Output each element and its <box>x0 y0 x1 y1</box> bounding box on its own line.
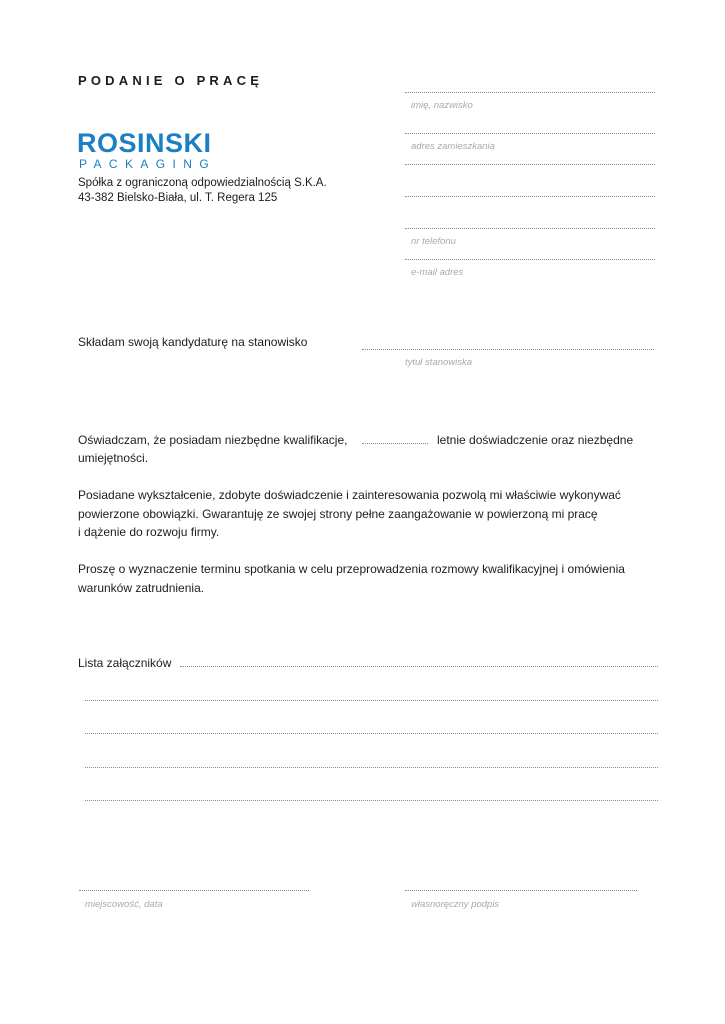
address-field-line-3[interactable] <box>405 196 655 197</box>
attachment-line-3[interactable] <box>85 733 658 734</box>
position-field-hint: tytuł stanowiska <box>405 357 473 368</box>
page-title: PODANIE O PRACĘ <box>78 73 264 88</box>
phone-field-line[interactable] <box>405 228 655 229</box>
name-field-hint: imię, nazwisko <box>411 100 473 111</box>
qualifications-text-end: letnie doświadczenie oraz niezbędne <box>437 433 634 447</box>
qualifications-text-start: Oświadczam, że posiadam niezbędne kwalifikacje, <box>78 433 348 447</box>
paragraph-line: Proszę o wyznaczenie terminu spotkania w celu przeprowadzenia rozmowy kwalifikacyjnej i omówienia <box>78 562 625 576</box>
company-street-address: 43-382 Bielsko-Biała, ul. T. Regera 125 <box>78 192 278 204</box>
attachment-line-4[interactable] <box>85 767 658 768</box>
company-logo-text: ROSINSKI <box>77 128 212 158</box>
attachment-line-1[interactable] <box>180 666 658 667</box>
name-field-line[interactable] <box>405 92 655 93</box>
paragraph-line: powierzone obowiązki. Gwarantuję ze swojej strony pełne zaangażowanie w powierzoną mi pracę <box>78 506 598 521</box>
attachment-line-5[interactable] <box>85 800 658 801</box>
place-date-hint: miejscowość, data <box>85 899 163 910</box>
position-statement: Składam swoją kandydaturę na stanowisko <box>78 335 308 349</box>
address-field-hint: adres zamieszkania <box>411 141 495 152</box>
qualifications-text-line2: umiejętności. <box>78 451 149 465</box>
company-logo-subtext: PACKAGING <box>79 157 217 171</box>
paragraph-line: warunków zatrudnienia. <box>78 580 205 595</box>
email-field-hint: e-mail adres <box>411 267 464 278</box>
signature-field-line[interactable] <box>405 890 637 891</box>
position-field-line[interactable] <box>362 349 654 350</box>
experience-years-field[interactable] <box>362 443 428 444</box>
address-field-line-1[interactable] <box>405 133 655 134</box>
education-paragraph <box>78 486 621 542</box>
email-field-line[interactable] <box>405 259 655 260</box>
place-date-field-line[interactable] <box>79 890 309 891</box>
paragraph-line: Posiadane wykształcenie, zdobyte doświadczenie i zainteresowania pozwolą mi właściwie wykonywać <box>78 488 621 502</box>
signature-hint: własnoręczny podpis <box>411 899 500 910</box>
company-address <box>78 176 327 206</box>
attachments-label: Lista załączników <box>78 656 172 670</box>
phone-field-hint: nr telefonu <box>411 236 456 247</box>
attachment-line-2[interactable] <box>85 700 658 701</box>
address-field-line-2[interactable] <box>405 164 655 165</box>
paragraph-line: i dążenie do rozwoju firmy. <box>78 525 220 539</box>
meeting-request-paragraph <box>78 560 625 597</box>
company-legal-name: Spółka z ograniczoną odpowiedzialnością S.K.A. <box>78 177 327 189</box>
